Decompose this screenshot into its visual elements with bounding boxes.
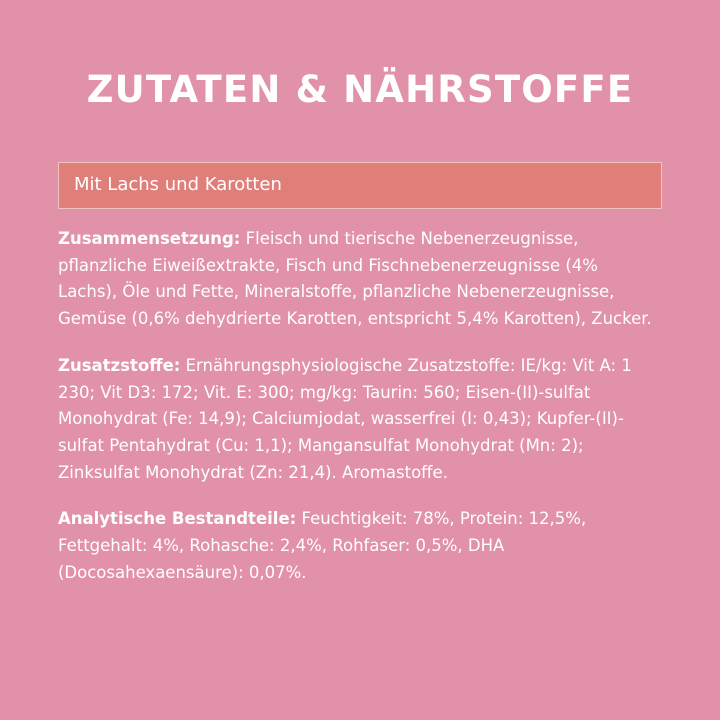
section-composition: [58, 226, 662, 333]
section-composition-label: Zusammensetzung:: [58, 228, 241, 248]
section-additives-text: Ernährungsphysiologische Zusatzstoffe: IE/kg: Vit A: 1 230; Vit D3: 172; Vit. E: 300; mg/kg: Taurin: 560; Eisen-(II)-sulfat Monohydrat (Fe: 14,9); Calciumjodat, wasserfrei (I: 0,43); Kupfer-(II)-sulfat Pentahydrat (Cu: 1,1); Mangansulfat Monohydrat (Mn: 2); Zinksulfat Monohydrat (Zn: 21,4). Aromastoffe.: [58, 355, 632, 482]
page-title: ZUTATEN & NÄHRSTOFFE: [86, 68, 634, 111]
section-analytical-constituents-label: Analytische Bestandteile:: [58, 509, 297, 529]
section-additives: [58, 353, 662, 487]
section-composition-text: Fleisch und tierische Nebenerzeugnisse, pflanzliche Eiweißextrakte, Fisch und Fischnebenerzeugnisse (4% Lachs), Öle und Fette, Mineralstoffe, pflanzliche Nebenerzeugnisse, Gemüse (0,6% dehydrierte Karotten, entspricht 5,4% Karotten), Zucker.: [58, 228, 652, 329]
section-analytical-constituents: [58, 506, 662, 586]
variant-label: Mit Lachs und Karotten: [74, 174, 282, 196]
variant-banner: [58, 162, 662, 209]
section-analytical-constituents-text: Feuchtigkeit: 78%, Protein: 12,5%, Fettgehalt: 4%, Rohasche: 2,4%, Rohfaser: 0,5%, DHA (Docosahexaensäure): 0,07%.: [58, 509, 587, 582]
section-additives-label: Zusatzstoffe:: [58, 355, 181, 375]
